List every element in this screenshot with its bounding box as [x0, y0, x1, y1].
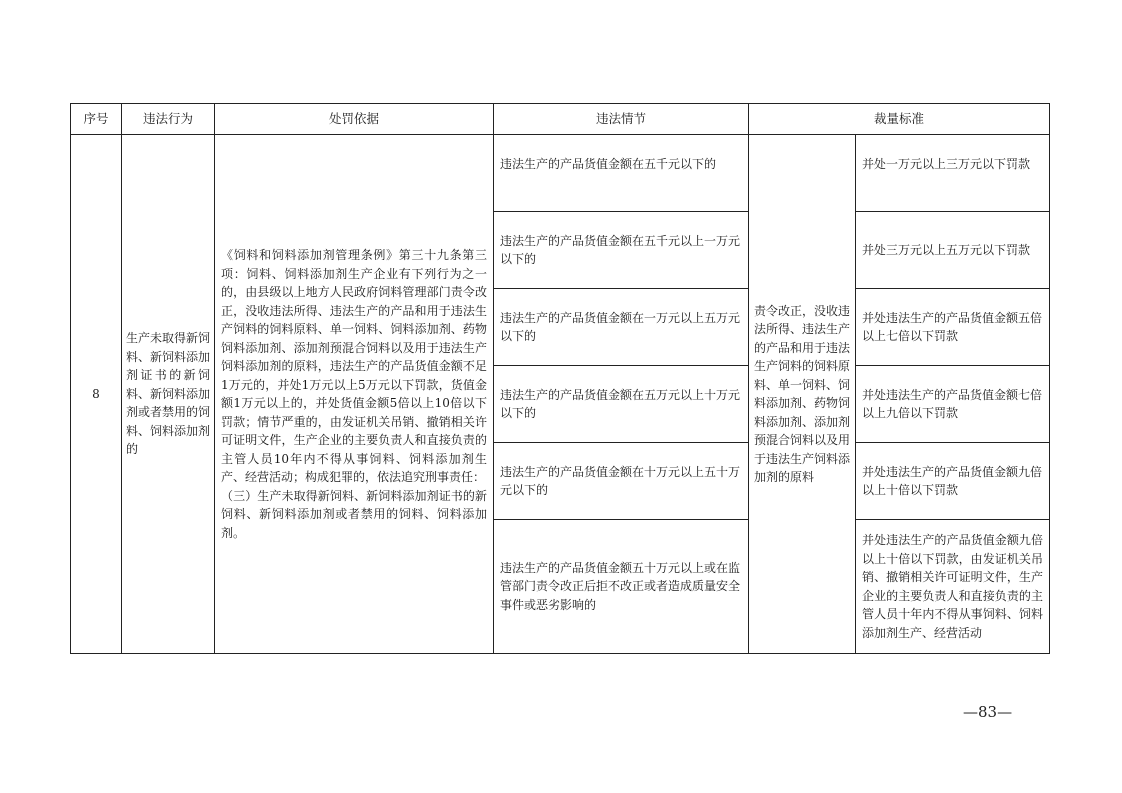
- page-number: —83—: [963, 703, 1013, 721]
- row-basis: [214, 134, 494, 654]
- tier-5-standard: 并处违法生产的产品货值金额九倍以上十倍以下罚款: [855, 442, 1050, 520]
- header-behavior: 违法行为: [121, 103, 215, 135]
- tier-2-circumstance: 违法生产的产品货值金额在五千元以上一万元以下的: [493, 211, 749, 289]
- tier-1-standard: 并处一万元以上三万元以下罚款: [855, 134, 1050, 212]
- tier-3-circumstance: 违法生产的产品货值金额在一万元以上五万元以下的: [493, 288, 749, 366]
- header-circumstances: 违法情节: [493, 103, 749, 135]
- header-index: 序号: [70, 103, 122, 135]
- penalty-table: [70, 103, 1050, 654]
- row-behavior: [121, 134, 215, 654]
- tier-4-standard: 并处违法生产的产品货值金额七倍以上九倍以下罚款: [855, 365, 1050, 443]
- row-index: 8: [70, 134, 122, 654]
- tier-3-standard: 并处违法生产的产品货值金额五倍以上七倍以下罚款: [855, 288, 1050, 366]
- tier-6-standard: 并处违法生产的产品货值金额九倍以上十倍以下罚款，由发证机关吊销、撤销相关许可证明文件，生产企业的主要负责人和直接负责的主管人员十年内不得从事饲料、饲料添加剂生产、经营活动: [855, 519, 1050, 654]
- common-measure: 责令改正，没收违法所得、违法生产的产品和用于违法生产饲料的饲料原料、单一饲料、饲料添加剂、药物饲料添加剂、添加剂预混合饲料以及用于违法生产饲料添加剂的原料: [748, 134, 856, 654]
- tier-4-circumstance: 违法生产的产品货值金额在五万元以上十万元以下的: [493, 365, 749, 443]
- header-standard: 裁量标准: [748, 103, 1050, 135]
- basis-text: 《饲料和饲料添加剂管理条例》第三十九条第三项：饲料、饲料添加剂生产企业有下列行为之一的，由县级以上地方人民政府饲料管理部门责令改正，没收违法所得、违法生产的产品和用于违法生产饲料的饲料原料、单一饲料、饲料添加剂、药物饲料添加剂、添加剂预混合饲料以及用于违法生产饲料添加剂的原料，违法生产的产品货值金额不足1万元的，并处1万元以上5万元以下罚款，货值金额1万元以上的，并处货值金额5倍以上10倍以下罚款；情节严重的，由发证机关吊销、撤销相关许可证明文件，生产企业的主要负责人和直接负责的主管人员10年内不得从事饲料、饲料添加剂生产、经营活动；构成犯罪的，依法追究刑事责任：: [221, 248, 487, 484]
- tier-1-circumstance: 违法生产的产品货值金额在五千元以下的: [493, 134, 749, 212]
- behavior-text: 生产未取得新饲料、新饲料添加剂证书的新饲料、新饲料添加剂或者禁用的饲料、饲料添加剂的: [126, 331, 211, 457]
- tier-5-circumstance: 违法生产的产品货值金额在十万元以上五十万元以下的: [493, 442, 749, 520]
- tier-6-circumstance: 违法生产的产品货值金额五十万元以上或在监管部门责令改正后拒不改正或者造成质量安全事件或恶劣影响的: [493, 519, 749, 654]
- tier-2-standard: 并处三万元以上五万元以下罚款: [855, 211, 1050, 289]
- basis-item-text: （三）生产未取得新饲料、新饲料添加剂证书的新饲料、新饲料添加剂或者禁用的饲料、饲料添加剂。: [221, 488, 487, 540]
- header-basis: 处罚依据: [214, 103, 494, 135]
